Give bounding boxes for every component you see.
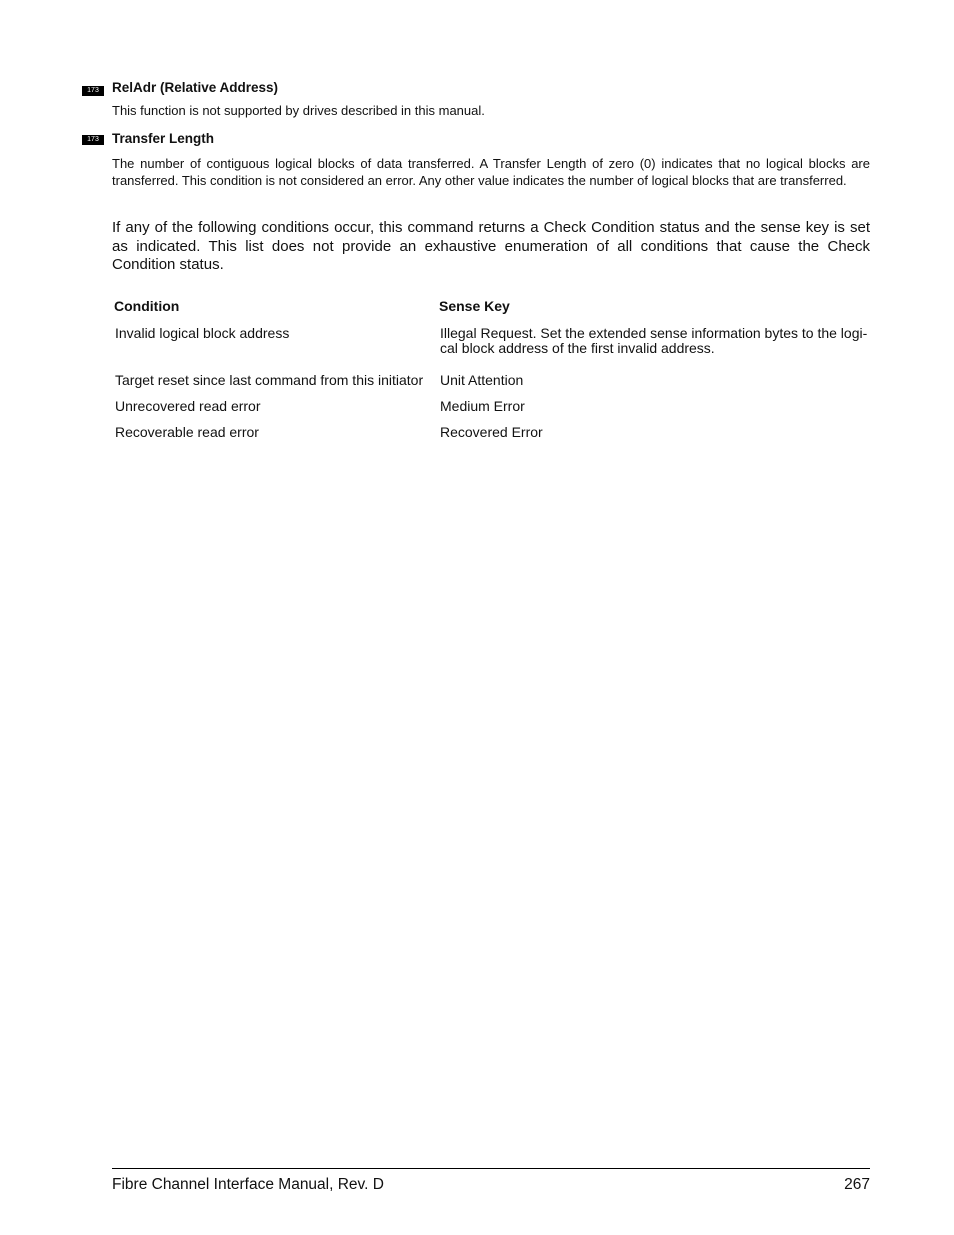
- condition-cell: Invalid logical block address: [115, 325, 290, 341]
- paragraph: This function is not supported by drives described in this manual.: [112, 103, 485, 118]
- column-header-sense-key: Sense Key: [439, 298, 510, 314]
- section-heading-transfer-length: Transfer Length: [112, 131, 215, 146]
- check-condition-intro: [112, 219, 870, 275]
- sense-key-cell: Medium Error: [440, 398, 525, 414]
- condition-cell: Unrecovered read error: [115, 398, 261, 414]
- condition-cell: Target reset since last command from this initiator: [115, 372, 424, 388]
- paragraph: If any of the following conditions occur, this command returns a Check Condition status and the sense key is set as indicated. This list does not provide an exhaustive enumeration of all conditions that cause the Check Condition status.: [112, 219, 870, 273]
- section-body-reladr: [112, 102, 870, 119]
- reference-badge: 173: [82, 86, 104, 96]
- page-number: 267: [844, 1176, 870, 1193]
- section-body-transfer-length: [112, 155, 870, 189]
- column-header-condition: Condition: [114, 298, 180, 314]
- paragraph: The number of contiguous logical blocks of data transferred. A Transfer Length of zero (0) indicates that no logical blocks are transferred. This condition is not considered an error. Any other value indicates the number of logical blocks that are transferred.: [112, 156, 870, 188]
- condition-cell: Recoverable read error: [115, 424, 259, 440]
- sense-key-cell: Recovered Error: [440, 424, 543, 440]
- sense-key-cell: Illegal Request. Set the extended sense information bytes to the logi-cal block address of the first invalid address.: [440, 325, 868, 356]
- footer-manual-title: Fibre Channel Interface Manual, Rev. D: [112, 1176, 384, 1193]
- reference-badge: 173: [82, 135, 104, 145]
- sense-key-cell: Unit Attention: [440, 372, 524, 388]
- section-heading-reladr: RelAdr (Relative Address): [112, 80, 279, 95]
- footer-divider: [112, 1168, 870, 1169]
